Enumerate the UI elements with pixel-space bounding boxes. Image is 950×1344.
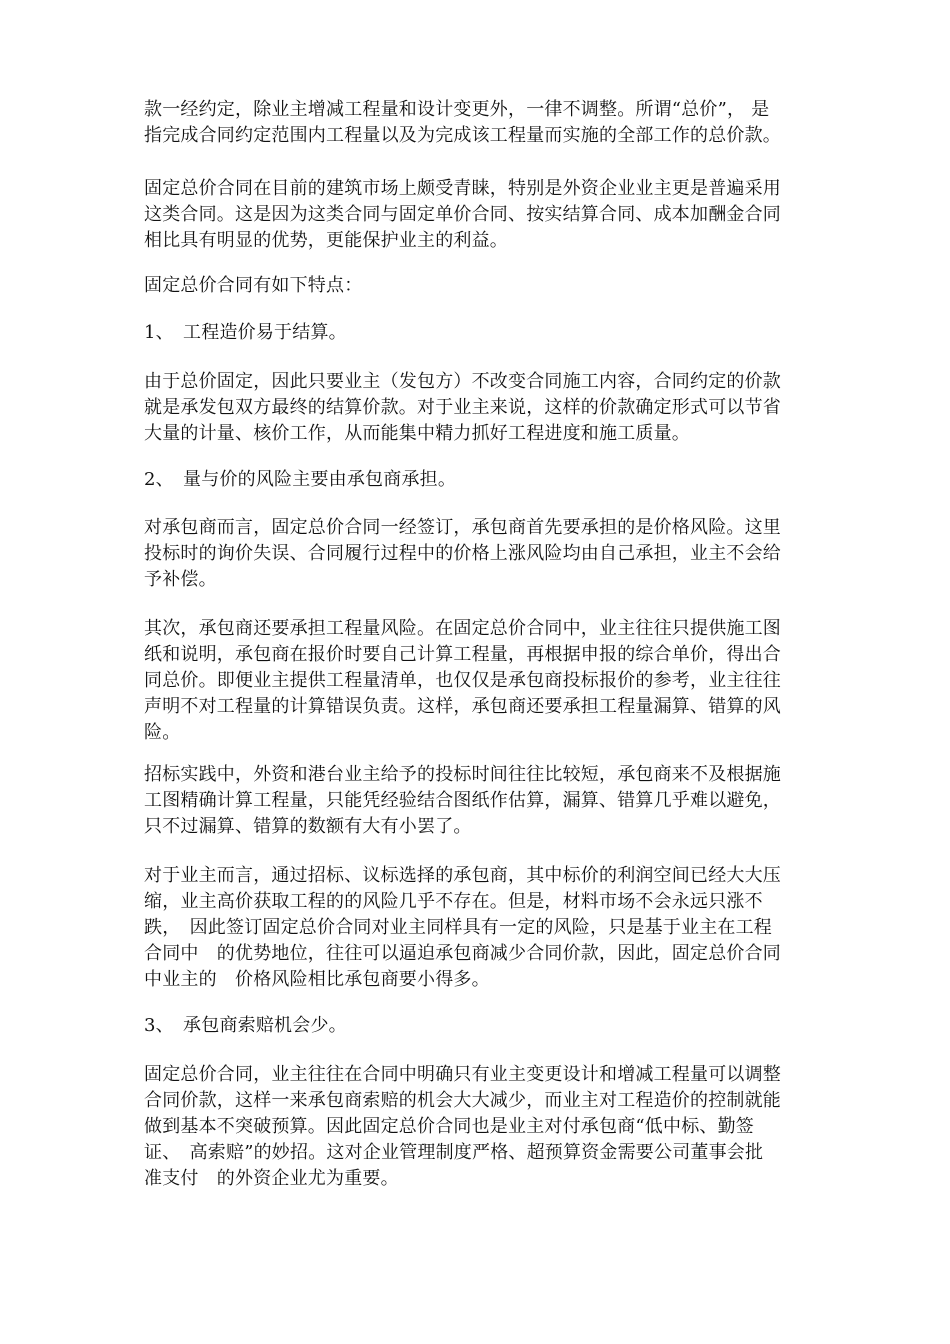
text-line: 相比具有明显的优势，更能保护业主的利益。 (144, 230, 508, 251)
paragraph-feature-1-body (144, 369, 824, 447)
text-line: 予补偿。 (144, 569, 217, 590)
text-line: 合同中 的优势地位，往往可以逼迫承包商减少合同价款，因此，固定总价合同 (144, 943, 781, 964)
text-line: 固定总价合同在目前的建筑市场上颇受青睐，特别是外资企业业主更是普遍采用 (144, 178, 781, 199)
text-line: 款一经约定，除业主增减工程量和设计变更外，一律不调整。所谓“总价”， 是 (144, 99, 770, 120)
text-line: 这类合同。这是因为这类合同与固定单价合同、按实结算合同、成本加酬金合同 (144, 204, 781, 225)
text-line: 声明不对工程量的计算错误负责。这样，承包商还要承担工程量漏算、错算的风 (144, 696, 781, 717)
text-line: 中业主的 价格风险相比承包商要小得多。 (144, 969, 490, 990)
heading-feature-2 (144, 467, 824, 493)
heading-feature-1 (144, 320, 824, 346)
text-line: 1、 工程造价易于结算。 (144, 322, 347, 343)
text-line: 3、 承包商索赔机会少。 (144, 1015, 347, 1036)
paragraph-price-risk (144, 515, 824, 593)
paragraph-bidding-practice (144, 762, 824, 840)
text-line: 就是承发包双方最终的结算价款。对于业主来说，这样的价款确定形式可以节省 (144, 397, 781, 418)
text-line: 证、 高索赔”的妙招。这对企业管理制度严格、超预算资金需要公司董事会批 (144, 1142, 764, 1163)
text-line: 只不过漏算、错算的数额有大有小罢了。 (144, 816, 472, 837)
text-line: 固定总价合同，业主往往在合同中明确只有业主变更设计和增减工程量可以调整 (144, 1064, 781, 1085)
paragraph-features-intro (144, 273, 824, 299)
text-line: 做到基本不突破预算。因此固定总价合同也是业主对付承包商“低中标、勤签 (144, 1116, 754, 1137)
text-line: 投标时的询价失误、合同履行过程中的价格上涨风险均由自己承担，业主不会给 (144, 543, 781, 564)
text-line: 工图精确计算工程量，只能凭经验结合图纸作估算，漏算、错算几乎难以避免， (144, 790, 781, 811)
text-line: 对于业主而言，通过招标、议标选择的承包商，其中标价的利润空间已经大大压 (144, 865, 781, 886)
text-line: 合同价款，这样一来承包商索赔的机会大大减少，而业主对工程造价的控制就能 (144, 1090, 781, 1111)
text-line: 固定总价合同有如下特点： (144, 275, 363, 296)
text-line: 对承包商而言，固定总价合同一经签订，承包商首先要承担的是价格风险。这里 (144, 517, 781, 538)
text-line: 大量的计量、核价工作，从而能集中精力抓好工程进度和施工质量。 (144, 423, 690, 444)
text-line: 其次，承包商还要承担工程量风险。在固定总价合同中，业主往往只提供施工图 (144, 618, 781, 639)
paragraph-total-price-definition (144, 97, 824, 149)
text-line: 2、 量与价的风险主要由承包商承担。 (144, 469, 457, 490)
paragraph-owner-risk (144, 863, 824, 993)
paragraph-popularity (144, 176, 824, 254)
text-line: 纸和说明，承包商在报价时要自己计算工程量，再根据申报的综合单价，得出合 (144, 644, 781, 665)
text-line: 险。 (144, 722, 181, 743)
text-line: 指完成合同约定范围内工程量以及为完成该工程量而实施的全部工作的总价款。 (144, 125, 781, 146)
text-line: 准支付 的外资企业尤为重要。 (144, 1168, 399, 1189)
heading-feature-3 (144, 1013, 824, 1039)
text-line: 同总价。即便业主提供工程量清单，也仅仅是承包商投标报价的参考，业主往往 (144, 670, 781, 691)
paragraph-claims (144, 1062, 824, 1192)
text-line: 跌， 因此签订固定总价合同对业主同样具有一定的风险，只是基于业主在工程 (144, 917, 772, 938)
text-line: 由于总价固定，因此只要业主（发包方）不改变合同施工内容，合同约定的价款 (144, 371, 781, 392)
text-line: 招标实践中，外资和港台业主给予的投标时间往往比较短，承包商来不及根据施 (144, 764, 781, 785)
paragraph-quantity-risk (144, 616, 824, 746)
text-line: 缩，业主高价获取工程的的风险几乎不存在。但是，材料市场不会永远只涨不 (144, 891, 763, 912)
